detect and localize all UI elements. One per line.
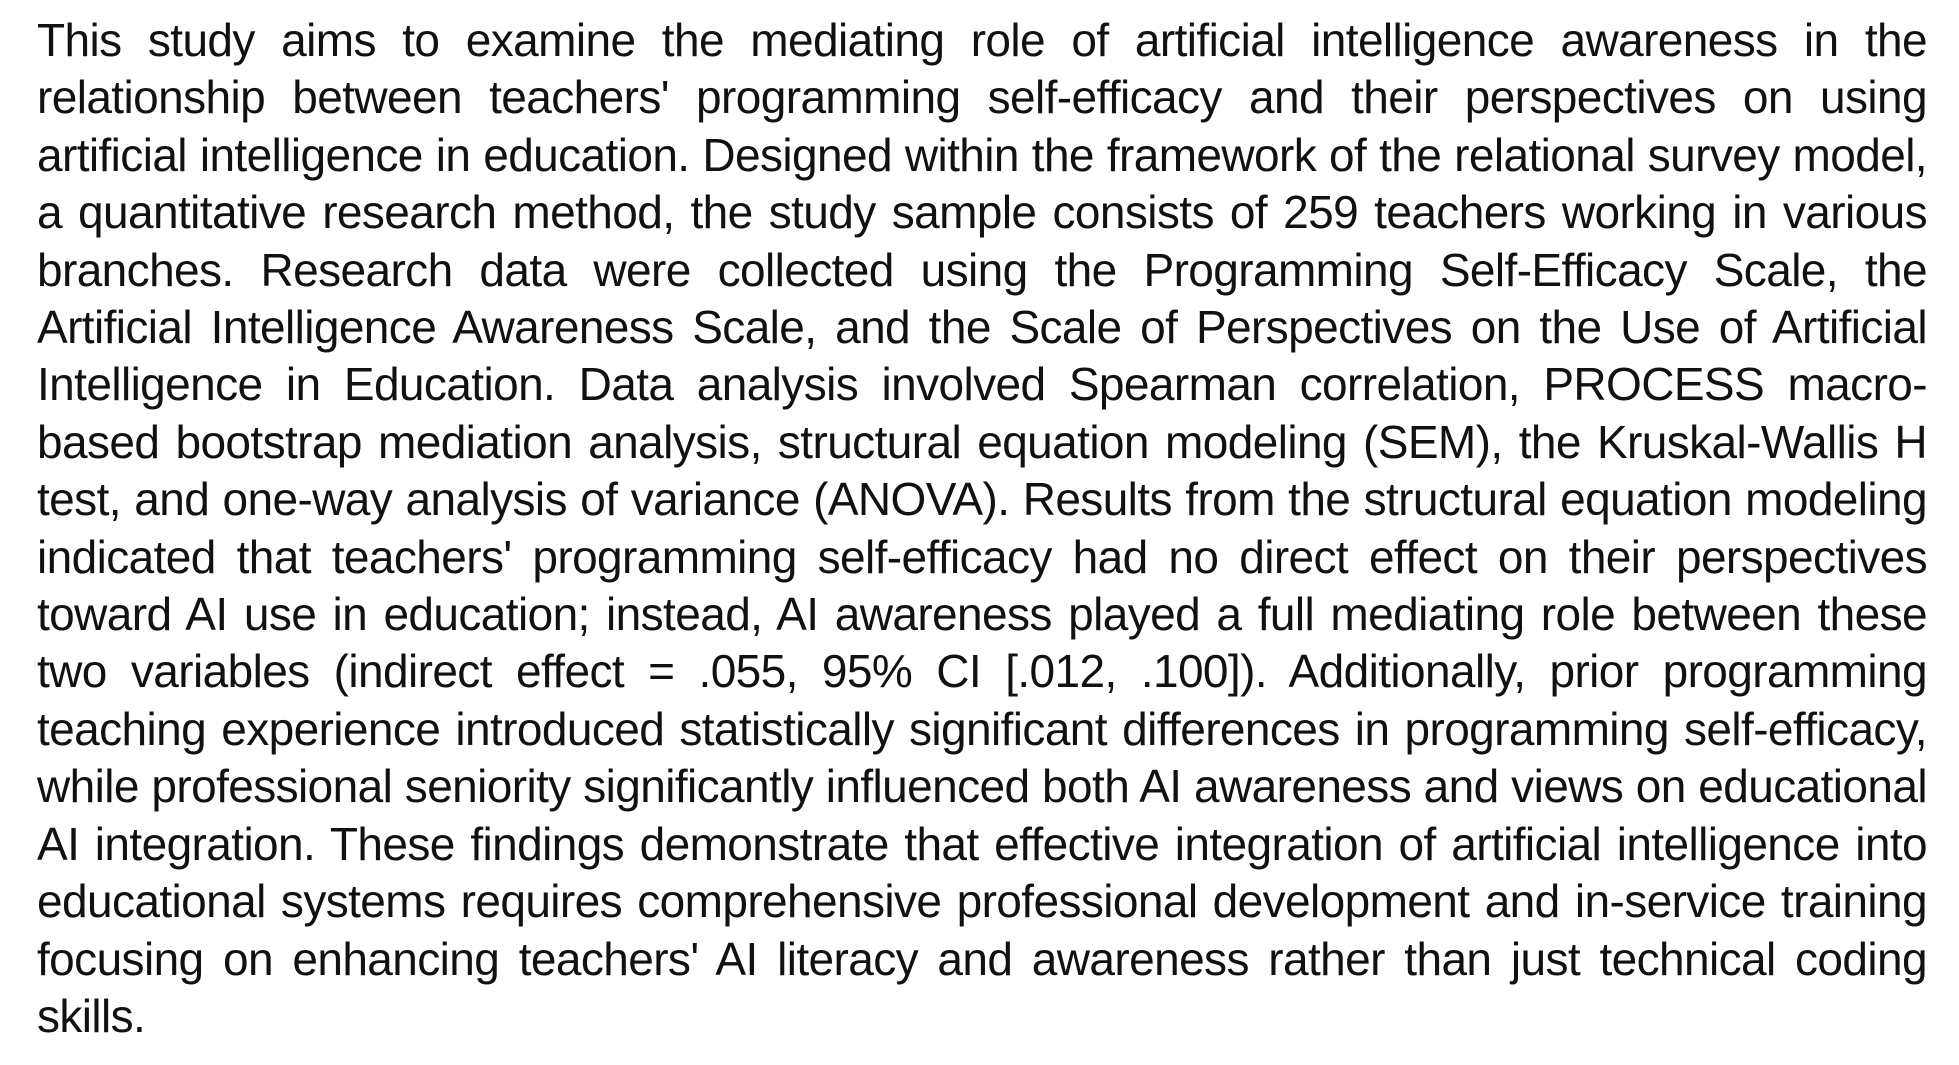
- abstract-paragraph: This study aims to examine the mediating role of artificial intelligence awareness in the relationship between teachers' programming self-efficacy and their perspectives on using artificial intelligence in education. Designed within the framework of the relational survey model, a quantitative research method, the study sample consists of 259 teachers working in various branches. Research data were collected using the Programming Self-Efficacy Scale, the Artificial Intelligence Awareness Scale, and the Scale of Perspectives on the Use of Artificial Intelligence in Education. Data analysis involved Spearman correlation, PROCESS macro-based bootstrap mediation analysis, structural equation modeling (SEM), the Kruskal-Wallis H test, and one-way analysis of variance (ANOVA). Results from the structural equation modeling indicated that teachers' programming self-efficacy had no direct effect on their perspectives toward AI use in education; instead, AI awareness played a full mediating role between these two variables (indirect effect = .055, 95% CI [.012, .100]). Additionally, prior programming teaching experience introduced statistically significant differences in programming self-efficacy, while professional seniority significantly influenced both AI awareness and views on educational AI integration. These findings demonstrate that effective integration of artificial intelligence into educational systems requires comprehensive professional development and in-service training focusing on enhancing teachers' AI literacy and awareness rather than just technical coding skills.: [37, 14, 1927, 1042]
